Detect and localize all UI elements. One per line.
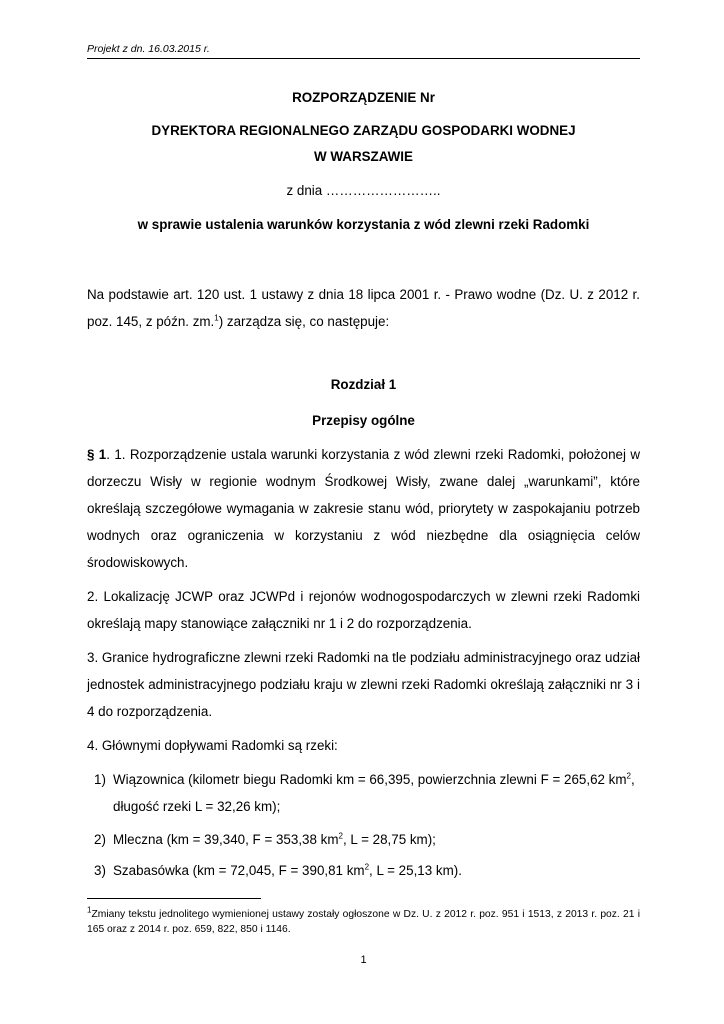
footnote-number: 1 bbox=[87, 905, 92, 915]
section-1-point-4: 4. Głównymi dopływami Radomki są rzeki: bbox=[87, 738, 338, 753]
tributary-text: Mleczna (km = 39,340, F = 353,38 km bbox=[113, 832, 339, 847]
footnote bbox=[87, 907, 640, 937]
title-regulation: ROZPORZĄDZENIE Nr bbox=[292, 90, 435, 105]
page-number: 1 bbox=[360, 954, 367, 966]
section-marker: § 1 bbox=[87, 447, 107, 462]
tributary-item-3 bbox=[94, 857, 640, 884]
list-number: 3) bbox=[94, 863, 106, 878]
section-1-point-3: 3. Granice hydrograficzne zlewni rzeki Radomki na tle podziału administracyjnego oraz udział jednostek administracyjnego podziału kraju w zlewni rzeki Radomki określają załączniki nr 3 i 4 do rozporządzenia. bbox=[87, 650, 641, 719]
title-authority: DYREKTORA REGIONALNEGO ZARZĄDU GOSPODARKI WODNEJ bbox=[151, 123, 576, 138]
draft-header: Projekt z dn. 16.03.2015 r. bbox=[87, 43, 640, 59]
title-date: z dnia …………………….. bbox=[286, 183, 441, 198]
tributary-text-end: , bbox=[631, 772, 635, 787]
title-subject: w sprawie ustalenia warunków korzystania z wód zlewni rzeki Radomki bbox=[137, 217, 590, 232]
tributary-item-1 bbox=[94, 766, 640, 820]
preamble-text-before: Na podstawie art. 120 ust. 1 ustawy z dnia 18 lipca 2001 r. - Prawo wodne (Dz. U. z 2012 r. poz. 145, z późn. zm. bbox=[87, 287, 640, 329]
tributary-text-continued: długość rzeki L = 32,26 km); bbox=[113, 799, 281, 814]
superscript: 2 bbox=[338, 831, 343, 841]
superscript: 2 bbox=[626, 771, 631, 781]
tributary-item-2 bbox=[94, 826, 640, 853]
list-number: 1) bbox=[94, 772, 106, 787]
preamble bbox=[87, 281, 640, 335]
preamble-text-after: ) zarządza się, co następuje: bbox=[218, 314, 390, 329]
tributary-text: Szabasówka (km = 72,045, F = 390,81 km bbox=[113, 863, 365, 878]
chapter-number: Rozdział 1 bbox=[330, 377, 397, 392]
superscript: 2 bbox=[364, 862, 370, 872]
list-number: 2) bbox=[94, 832, 106, 847]
chapter-title: Przepisy ogólne bbox=[312, 413, 415, 428]
footnote-separator bbox=[87, 898, 261, 899]
footnote-reference: 1 bbox=[214, 313, 219, 323]
tributary-text: Wiązownica (kilometr biegu Radomki km = 66,395, powierzchnia zlewni F = 265,62 km bbox=[113, 772, 627, 787]
tributary-text-end: , L = 28,75 km); bbox=[342, 832, 436, 847]
section-1-point-1-text: . 1. Rozporządzenie ustala warunki korzystania z wód zlewni rzeki Radomki, położonej w dorzeczu Wisły w regionie wodnym Środkowej Wisły, zwane dalej „warunkami”, które określają szczegółowe wymagania w zakresie stanu wód, priorytety w zaspokajaniu potrzeb wodnych oraz ograniczenia w korzystaniu z wód niezbędne dla osiągnięcia celów środowiskowych. bbox=[87, 447, 640, 570]
footnote-text: Zmiany tekstu jednolitego wymienionej ustawy zostały ogłoszone w Dz. U. z 2012 r. poz. 951 i 1513, z 2013 r. poz. 21 i 165 oraz z 2014 r. poz. 659, 822, 850 i 1146. bbox=[87, 909, 640, 935]
section-1-point-2: 2. Lokalizację JCWP oraz JCWPd i rejonów wodnogospodarczych w zlewni rzeki Radomki określają mapy stanowiące załączniki nr 1 i 2 do rozporządzenia. bbox=[87, 589, 640, 631]
section-1-point-1 bbox=[87, 441, 640, 576]
tributary-text-end: , L = 25,13 km). bbox=[369, 863, 462, 878]
title-city: W WARSZAWIE bbox=[314, 149, 413, 164]
